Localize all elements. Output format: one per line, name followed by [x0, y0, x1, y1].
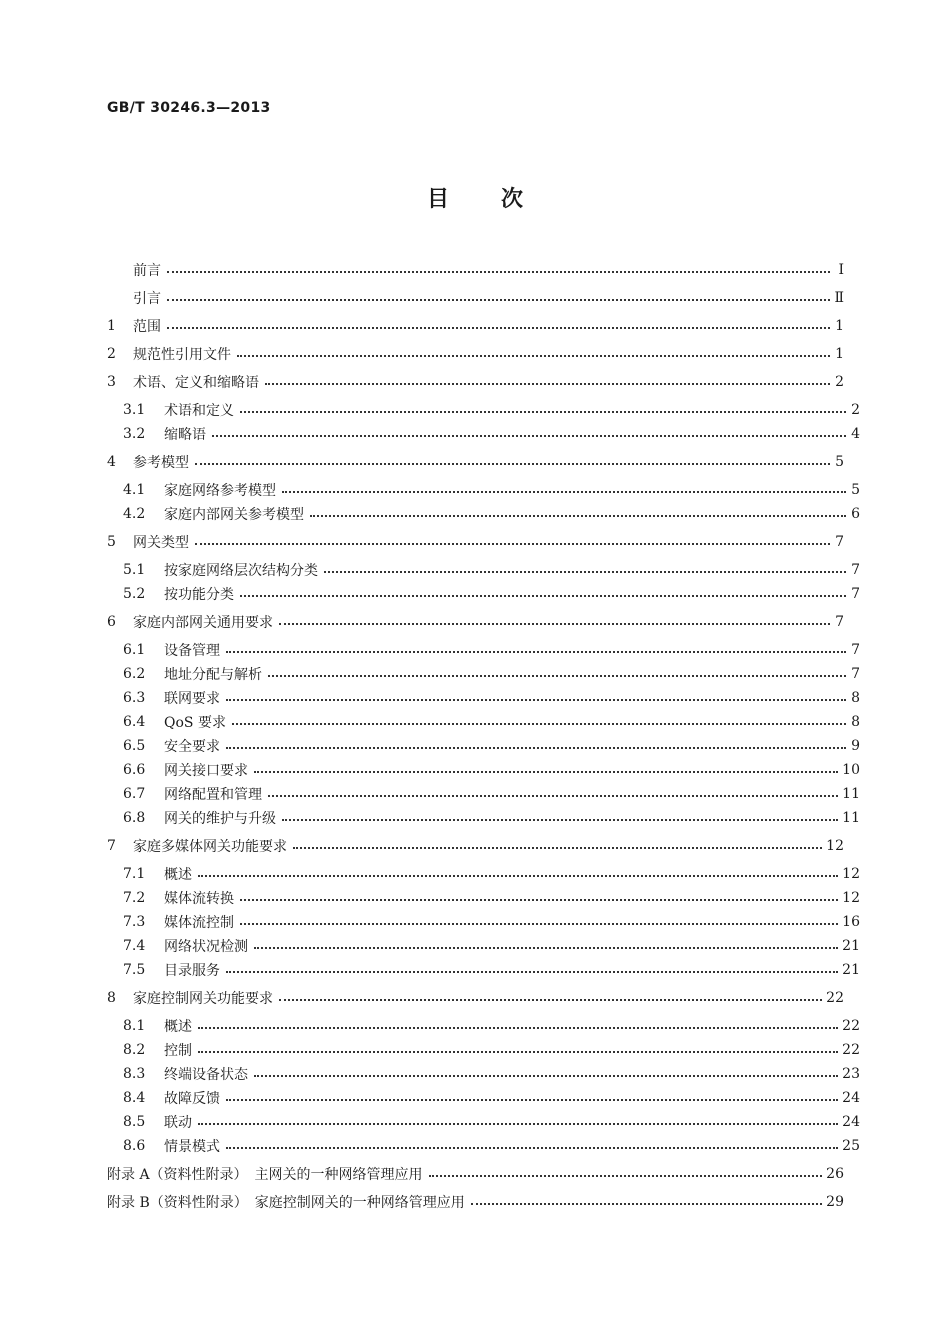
dot-leader — [240, 595, 846, 597]
toc-entry[interactable] — [107, 834, 844, 858]
toc-entry-number: 2 — [107, 346, 116, 362]
dot-leader — [226, 971, 838, 973]
toc-entry-label: 家庭内部网关参考模型 — [164, 507, 304, 523]
toc-entry-page: 24 — [842, 1114, 860, 1130]
toc-entry-page: 7 — [851, 586, 860, 602]
title-char-2: 次 — [501, 187, 524, 212]
toc-entry-label: 网络配置和管理 — [164, 787, 262, 803]
toc-entry-page: 2 — [835, 374, 844, 390]
toc-entry-page: 23 — [842, 1066, 860, 1082]
dot-leader — [279, 999, 822, 1001]
toc-entry-page: 12 — [842, 890, 860, 906]
toc-entry-page: 1 — [835, 346, 844, 362]
dot-leader — [279, 623, 830, 625]
dot-leader — [429, 1175, 823, 1177]
dot-leader — [226, 651, 846, 653]
toc-entry-label: 情景模式 — [164, 1139, 220, 1155]
toc-entry-number: 6.2 — [123, 666, 146, 682]
toc-entry-label: 按家庭网络层次结构分类 — [164, 563, 318, 579]
toc-entry-page: 12 — [826, 838, 844, 854]
toc-entry-label: 媒体流转换 — [164, 891, 234, 907]
toc-entry-number: 8.5 — [123, 1114, 146, 1130]
toc-entry[interactable] — [107, 638, 860, 662]
toc-entry[interactable] — [107, 958, 860, 982]
toc-entry-number: 6.6 — [123, 762, 146, 778]
toc-entry-page: 6 — [851, 506, 860, 522]
toc-entry-number: 7 — [107, 838, 116, 854]
toc-entry[interactable] — [107, 450, 844, 474]
toc-entry[interactable] — [107, 1086, 860, 1110]
toc-entry-number: 8.6 — [123, 1138, 146, 1154]
toc-entry[interactable] — [107, 370, 844, 394]
toc-entry-page: 7 — [835, 614, 844, 630]
document-id: GB/T 30246.3—2013 — [107, 100, 271, 116]
toc-entry-number: 3 — [107, 374, 116, 390]
toc-entry[interactable] — [107, 862, 860, 886]
toc-entry-label: 家庭内部网关通用要求 — [133, 615, 273, 631]
toc-entry-number: 8.3 — [123, 1066, 146, 1082]
dot-leader — [268, 675, 846, 677]
toc-entry-label: 缩略语 — [164, 427, 206, 443]
toc-entry-label: 故障反馈 — [164, 1091, 220, 1107]
toc-entry-label: 目录服务 — [164, 963, 220, 979]
toc-entry-page: 5 — [851, 482, 860, 498]
toc-entry-label: 按功能分类 — [164, 587, 234, 603]
toc-entry[interactable] — [107, 314, 844, 338]
toc-entry-number: 5.2 — [123, 586, 146, 602]
dot-leader — [226, 747, 846, 749]
toc-entry-page: 7 — [851, 562, 860, 578]
toc-entry[interactable] — [107, 1062, 860, 1086]
toc-entry-label: 控制 — [164, 1043, 192, 1059]
toc-entry[interactable] — [107, 934, 860, 958]
toc-entry-label: 安全要求 — [164, 739, 220, 755]
toc-entry-page: 22 — [842, 1018, 860, 1034]
toc-entry-number: 8.1 — [123, 1018, 146, 1034]
toc-entry-page: 9 — [851, 738, 860, 754]
toc-entry[interactable] — [107, 502, 860, 526]
toc-entry-label: 范围 — [133, 319, 161, 335]
toc-entry-number: 7.1 — [123, 866, 146, 882]
toc-entry[interactable] — [107, 886, 860, 910]
dot-leader — [282, 491, 846, 493]
dot-leader — [282, 819, 838, 821]
toc-entry[interactable] — [107, 398, 860, 422]
dot-leader — [471, 1203, 822, 1205]
toc-entry[interactable] — [107, 1014, 860, 1038]
toc-entry-label: 网关的维护与升级 — [164, 811, 276, 827]
dot-leader — [324, 571, 846, 573]
dot-leader — [198, 1051, 838, 1053]
dot-leader — [226, 1147, 838, 1149]
dot-leader — [167, 299, 830, 301]
toc-entry-number: 7.3 — [123, 914, 146, 930]
dot-leader — [310, 515, 846, 517]
toc-entry-number: 6.4 — [123, 714, 146, 730]
dot-leader — [293, 847, 822, 849]
toc-entry-page: Ⅰ — [838, 262, 844, 278]
toc-entry[interactable] — [107, 1190, 844, 1214]
toc-entry-label: 规范性引用文件 — [133, 347, 231, 363]
toc-entry-label: 网络状况检测 — [164, 939, 248, 955]
toc-entry-number: 8.4 — [123, 1090, 146, 1106]
toc-entry[interactable] — [107, 1134, 860, 1158]
dot-leader — [195, 463, 830, 465]
dot-leader — [198, 1027, 838, 1029]
toc-entry-label: 附录 A（资料性附录） 主网关的一种网络管理应用 — [107, 1167, 423, 1183]
toc-entry-label: 概述 — [164, 1019, 192, 1035]
toc-entry-label: 家庭多媒体网关功能要求 — [133, 839, 287, 855]
toc-entry[interactable] — [107, 258, 844, 282]
dot-leader — [226, 1099, 838, 1101]
toc-entry-number: 4 — [107, 454, 116, 470]
toc-entry-label: 网关类型 — [133, 535, 189, 551]
toc-entry-label: 媒体流控制 — [164, 915, 234, 931]
toc-entry-page: 2 — [851, 402, 860, 418]
toc-entry-page: 10 — [842, 762, 860, 778]
toc-entry-page: 11 — [842, 786, 860, 802]
toc-entry[interactable] — [107, 1110, 860, 1134]
toc-entry[interactable] — [107, 910, 860, 934]
dot-leader — [232, 723, 846, 725]
toc-entry-number: 7.4 — [123, 938, 146, 954]
toc-entry-label: 家庭控制网关功能要求 — [133, 991, 273, 1007]
dot-leader — [198, 1123, 838, 1125]
toc-entry[interactable] — [107, 558, 860, 582]
dot-leader — [254, 947, 838, 949]
dot-leader — [268, 795, 838, 797]
dot-leader — [237, 355, 830, 357]
toc-entry-number: 5.1 — [123, 562, 146, 578]
toc-entry-page: 7 — [835, 534, 844, 550]
dot-leader — [198, 875, 838, 877]
toc-entry[interactable] — [107, 478, 860, 502]
toc-entry-page: 7 — [851, 666, 860, 682]
toc-entry-page: 1 — [835, 318, 844, 334]
toc-entry-page: 22 — [826, 990, 844, 1006]
toc-entry-page: 25 — [842, 1138, 860, 1154]
toc-entry-label: 术语、定义和缩略语 — [133, 375, 259, 391]
dot-leader — [212, 435, 846, 437]
toc-entry-label: 网关接口要求 — [164, 763, 248, 779]
toc-entry-page: 12 — [842, 866, 860, 882]
toc-entry-number: 3.1 — [123, 402, 146, 418]
toc-entry-page: 8 — [851, 714, 860, 730]
toc-entry-page: Ⅱ — [834, 290, 844, 306]
toc-entry-page: 29 — [826, 1194, 844, 1210]
toc-entry-label: QoS 要求 — [164, 715, 226, 731]
toc-entry-label: 设备管理 — [164, 643, 220, 659]
toc-entry-page: 21 — [842, 938, 860, 954]
toc-entry[interactable] — [107, 758, 860, 782]
toc-entry[interactable] — [107, 286, 844, 310]
toc-entry[interactable] — [107, 662, 860, 686]
toc-entry[interactable] — [107, 610, 844, 634]
toc-entry-page: 5 — [835, 454, 844, 470]
toc-entry[interactable] — [107, 422, 860, 446]
toc-entry[interactable] — [107, 582, 860, 606]
toc-entry-number: 5 — [107, 534, 116, 550]
toc-entry-page: 22 — [842, 1042, 860, 1058]
dot-leader — [167, 327, 830, 329]
toc-entry-number: 4.2 — [123, 506, 146, 522]
toc-entry-page: 4 — [851, 426, 860, 442]
toc-entry-label: 参考模型 — [133, 455, 189, 471]
dot-leader — [254, 1075, 838, 1077]
toc-entry-page: 7 — [851, 642, 860, 658]
dot-leader — [240, 923, 838, 925]
toc-entry-number: 6.7 — [123, 786, 146, 802]
toc-entry-page: 16 — [842, 914, 860, 930]
toc-entry-number: 8.2 — [123, 1042, 146, 1058]
toc-entry-label: 家庭网络参考模型 — [164, 483, 276, 499]
page-title — [0, 182, 950, 213]
toc-entry-page: 26 — [826, 1166, 844, 1182]
toc-entry-label: 终端设备状态 — [164, 1067, 248, 1083]
toc-entry-page: 11 — [842, 810, 860, 826]
toc-entry-page: 21 — [842, 962, 860, 978]
dot-leader — [167, 271, 830, 273]
toc-entry[interactable] — [107, 342, 844, 366]
toc-entry-number: 3.2 — [123, 426, 146, 442]
dot-leader — [226, 699, 846, 701]
toc-entry-label: 联网要求 — [164, 691, 220, 707]
toc-entry-number: 7.2 — [123, 890, 146, 906]
toc-entry[interactable] — [107, 710, 860, 734]
toc-entry-page: 8 — [851, 690, 860, 706]
title-char-1: 目 — [426, 187, 449, 212]
toc-entry-number: 7.5 — [123, 962, 146, 978]
toc-entry[interactable] — [107, 734, 860, 758]
toc-entry-label: 前言 — [133, 263, 161, 279]
dot-leader — [240, 411, 846, 413]
toc-entry[interactable] — [107, 986, 844, 1010]
dot-leader — [254, 771, 838, 773]
toc-entry[interactable] — [107, 686, 860, 710]
toc-entry-number: 6 — [107, 614, 116, 630]
dot-leader — [195, 543, 830, 545]
toc-entry-label: 引言 — [133, 291, 161, 307]
toc-entry[interactable] — [107, 530, 844, 554]
toc-entry-number: 6.3 — [123, 690, 146, 706]
toc-entry[interactable] — [107, 1162, 844, 1186]
toc-entry-label: 概述 — [164, 867, 192, 883]
toc-entry-label: 地址分配与解析 — [164, 667, 262, 683]
toc-entry-label: 术语和定义 — [164, 403, 234, 419]
toc-entry-number: 6.5 — [123, 738, 146, 754]
dot-leader — [240, 899, 838, 901]
toc-entry-label: 附录 B（资料性附录） 家庭控制网关的一种网络管理应用 — [107, 1195, 465, 1211]
toc-entry-label: 联动 — [164, 1115, 192, 1131]
toc-entry-number: 4.1 — [123, 482, 146, 498]
toc-entry-number: 6.1 — [123, 642, 146, 658]
dot-leader — [265, 383, 830, 385]
toc-entry[interactable] — [107, 806, 860, 830]
toc-entry-page: 24 — [842, 1090, 860, 1106]
toc-entry-number: 1 — [107, 318, 116, 334]
toc-entry[interactable] — [107, 782, 860, 806]
toc-entry-number: 8 — [107, 990, 116, 1006]
toc-entry-number: 6.8 — [123, 810, 146, 826]
toc-entry[interactable] — [107, 1038, 860, 1062]
